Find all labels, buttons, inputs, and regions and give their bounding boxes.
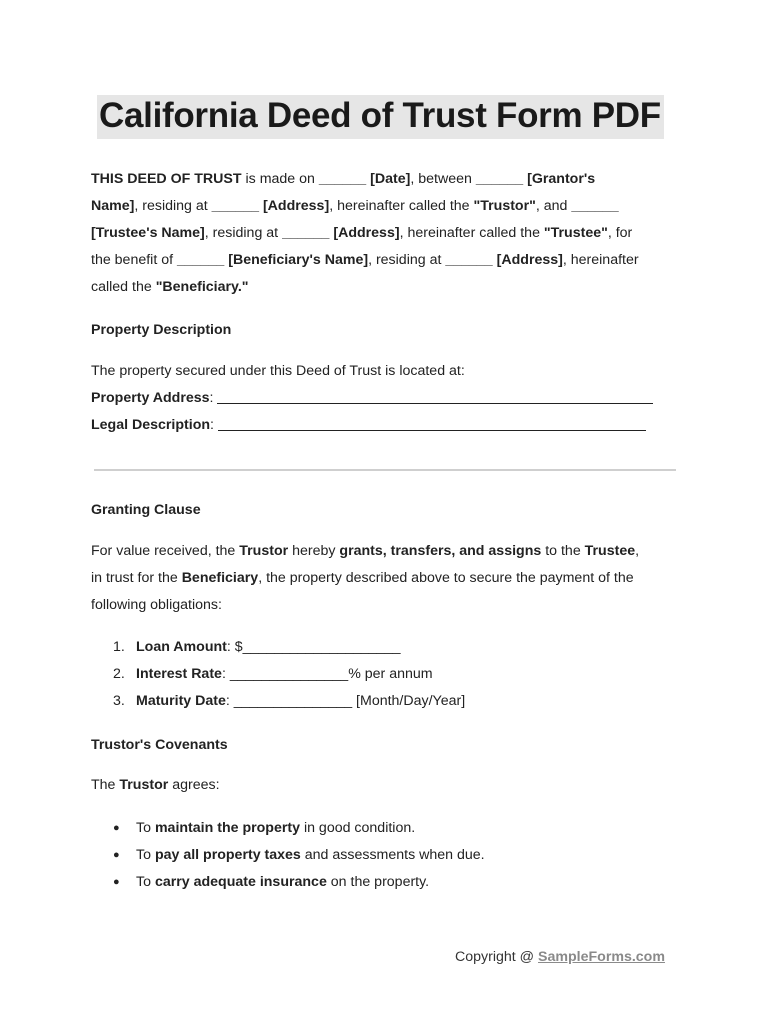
bullet-icon: ● [113,849,120,861]
beneficiary-field: ______ [Beneficiary's Name] [176,252,369,268]
granting-line-3: following obligations: [91,597,222,613]
interest-rate-blank[interactable]: : _______________% per annum [221,666,433,682]
intro-paragraph [91,166,687,301]
property-address-blank[interactable] [217,390,653,404]
intro-line-5: called the "Beneficiary." [91,279,249,295]
interest-rate-label: Interest Rate [136,666,222,682]
covenants-list [113,815,485,896]
legal-description-row: Legal Description: [91,412,691,439]
intro-line-1: THIS DEED OF TRUST is made on ______ [Date], between ______ [Grantor's [91,171,596,187]
granting-line-1: For value received, the Trustor hereby grants, transfers, and assigns to the Trustee, [91,543,640,559]
property-section [91,358,691,439]
section-divider [94,469,676,471]
intro-line-2: Name], residing at ______ [Address], hereinafter called the "Trustor", and ______ [91,198,619,214]
obligations-list [113,634,465,715]
grantor-address-field: ______ [Address] [211,198,330,214]
list-item: 3. Maturity Date: _______________ [Month/Day/Year] [113,693,466,709]
trustors-covenants-heading: Trustor's Covenants [91,737,228,753]
sampleforms-link[interactable]: SampleForms.com [538,949,665,965]
granting-paragraph [91,538,691,619]
property-intro: The property secured under this Deed of Trust is located at: [91,363,465,379]
list-item: 2. Interest Rate: _______________% per annum [113,666,433,682]
maturity-date-label: Maturity Date [136,693,226,709]
loan-amount-blank[interactable]: : $____________________ [226,639,401,655]
page-title: California Deed of Trust Form PDF [97,95,664,139]
bullet-icon: ● [113,822,120,834]
property-address-label: Property Address [91,390,210,406]
list-item: ● To carry adequate insurance on the property. [113,869,485,896]
bullet-icon: ● [113,876,120,888]
list-item: ● To pay all property taxes and assessments when due. [113,842,485,869]
intro-line-4: the benefit of ______ [Beneficiary's Name], residing at ______ [Address], hereinafter [91,252,639,268]
trustor-agrees-text: The Trustor agrees: [91,777,220,793]
list-item: 1. Loan Amount: $____________________ [113,639,401,655]
granting-line-2: in trust for the Beneficiary, the property described above to secure the payment of the [91,570,634,586]
beneficiary-address-field: ______ [Address] [445,252,563,268]
grantor-field: ______ [Grantor's [475,171,596,187]
maturity-date-blank[interactable]: : _______________ [Month/Day/Year] [225,693,466,709]
intro-line-3: [Trustee's Name], residing at ______ [Address], hereinafter called the "Trustee", for [91,225,633,241]
property-address-row: Property Address: [91,385,691,412]
property-description-heading: Property Description [91,322,232,338]
trustee-field: [Trustee's Name] [91,225,205,241]
copyright-footer: Copyright @ SampleForms.com [455,949,665,965]
loan-amount-label: Loan Amount [136,639,227,655]
trustee-address-field: ______ [Address] [282,225,400,241]
list-item: ● To maintain the property in good condition. [113,815,485,842]
legal-description-label: Legal Description [91,417,211,433]
granting-clause-heading: Granting Clause [91,502,201,518]
legal-description-blank[interactable] [218,417,646,431]
date-field: ______ [Date] [318,171,411,187]
